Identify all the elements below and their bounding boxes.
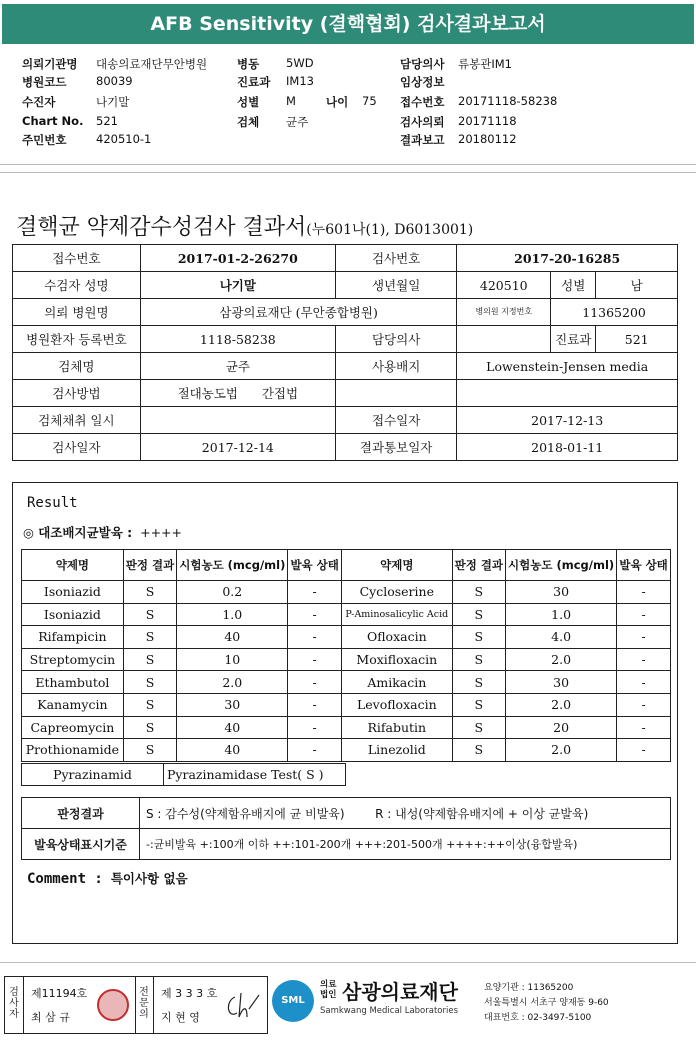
org-address: 서울특별시 서초구 양재동 9-60 [484, 998, 609, 1008]
conc-value: 2.0 [177, 671, 288, 694]
drug-name: Moxifloxacin [342, 648, 453, 671]
hospital-code-label: 병의원 지정번호 [457, 299, 551, 326]
judge-value: S [452, 648, 505, 671]
table-row [22, 626, 671, 649]
org-phone: 대표번호 : 02-3497-5100 [484, 1013, 592, 1023]
clinical-label: 임상정보 [400, 75, 445, 89]
test-no-label: 검사번호 [335, 245, 456, 272]
specimen-value: 균주 [140, 353, 335, 380]
judge-value: S [123, 603, 176, 626]
signature-icon [223, 989, 263, 1023]
birth-label: 생년월일 [335, 272, 456, 299]
doctor-label: 담당의사 [335, 326, 456, 353]
drug-name: Ethambutol [22, 671, 124, 694]
control-label: ◎ 대조배지균발육 : [23, 525, 133, 540]
judge-value: S [452, 693, 505, 716]
ward-label: 병동 [237, 57, 260, 71]
hospital-code-label: 병원코드 [22, 75, 67, 89]
specimen-label: 검체명 [13, 353, 141, 380]
sex-label: 성별 [551, 272, 596, 299]
dept-label: 진료과 [237, 75, 271, 89]
judge-value: S [123, 716, 176, 739]
col-judge: 판정 결과 [452, 550, 505, 581]
id-label: 주민번호 [22, 133, 67, 147]
col-growth: 발육 상태 [617, 550, 671, 581]
conc-value: 1.0 [506, 603, 617, 626]
growth-value: - [288, 739, 342, 762]
footer [0, 968, 696, 1041]
drug-name: Capreomycin [22, 716, 124, 739]
table-row [22, 581, 671, 604]
recv-value: 2017-12-13 [457, 407, 678, 434]
drug-name: Cycloserine [342, 581, 453, 604]
judge-s-text: S : 감수성(약제함유배지에 균 비발육) [146, 806, 345, 821]
table-row [22, 716, 671, 739]
growth-legend-text: -:균비발육 +:100개 이하 ++:101-200개 +++:201-500개 ++++:++이상(융합발육) [140, 829, 671, 860]
title-bar [0, 0, 696, 44]
growth-value: - [617, 603, 671, 626]
conc-value: 2.0 [506, 693, 617, 716]
control-value: ++++ [140, 525, 182, 540]
pyra-value: Pyrazinamidase Test( S ) [164, 764, 346, 786]
method-label: 검사방법 [13, 380, 141, 407]
judge-legend-label: 판정결과 [22, 798, 140, 829]
judge-value: S [123, 671, 176, 694]
divider [23, 977, 24, 1033]
org-prefix: 의료법인 [320, 980, 337, 1000]
conc-value: 4.0 [506, 626, 617, 649]
growth-value: - [288, 671, 342, 694]
specimen-label: 검체 [237, 115, 260, 129]
hospital-value: 삼광의료재단 (무안종합병원) [140, 299, 457, 326]
conc-value: 20 [506, 716, 617, 739]
conc-value: 40 [177, 716, 288, 739]
dept-value: IM13 [286, 74, 314, 88]
growth-value: - [288, 603, 342, 626]
comment-label: Comment : [27, 871, 103, 887]
comment-text: 특이사항 없음 [110, 871, 188, 886]
drug-name: Amikacin [342, 671, 453, 694]
conc-value: 10 [177, 648, 288, 671]
test-date-value: 2017-12-14 [140, 434, 335, 461]
judge-value: S [452, 581, 505, 604]
request-label: 검사의뢰 [400, 115, 445, 129]
col-growth: 발육 상태 [288, 550, 342, 581]
divider [153, 977, 154, 1033]
result-box [12, 482, 678, 944]
specialist-label: 전문의 [139, 987, 149, 1020]
legend-table [21, 797, 671, 860]
notify-value: 2018-01-11 [457, 434, 678, 461]
specialist-name: 지 현 영 [161, 1011, 200, 1024]
dept-value: 521 [596, 326, 678, 353]
growth-legend-label: 발육상태표시기준 [22, 829, 140, 860]
judge-value: S [452, 626, 505, 649]
method-2: 간접법 [261, 386, 299, 401]
patient-name-label: 수검자 성명 [13, 272, 141, 299]
drug-name: Streptomycin [22, 648, 124, 671]
test-date-label: 검사일자 [13, 434, 141, 461]
hospital-code-value: 80039 [96, 74, 133, 88]
conc-value: 40 [177, 626, 288, 649]
method-1: 절대농도법 [177, 386, 238, 401]
collect-label: 검체채취 일시 [13, 407, 141, 434]
growth-value: - [288, 716, 342, 739]
judge-value: S [123, 739, 176, 762]
lab-report-title [16, 210, 473, 241]
judge-value: S [452, 671, 505, 694]
chart-label: Chart No. [22, 114, 84, 128]
logo-icon: SML [272, 980, 314, 1022]
table-row [22, 671, 671, 694]
receipt-label: 접수번호 [400, 95, 445, 109]
col-judge: 판정 결과 [123, 550, 176, 581]
judge-value: S [123, 648, 176, 671]
conc-value: 1.0 [177, 603, 288, 626]
institution-label: 의뢰기관명 [22, 57, 78, 71]
drug-name: Rifampicin [22, 626, 124, 649]
pyrazinamide-row [21, 763, 346, 786]
control-growth [23, 523, 182, 541]
conc-value: 40 [177, 739, 288, 762]
growth-value: - [288, 626, 342, 649]
dept-label: 진료과 [551, 326, 596, 353]
growth-value: - [617, 648, 671, 671]
receipt-no-value: 2017-01-2-26270 [140, 245, 335, 272]
conc-value: 30 [177, 693, 288, 716]
table-row [22, 603, 671, 626]
hospital-label: 의뢰 병원명 [13, 299, 141, 326]
org-code: 요양기관 : 11365200 [484, 983, 574, 993]
growth-value: - [617, 581, 671, 604]
table-row [22, 739, 671, 762]
hospital-code-value: 11365200 [551, 299, 678, 326]
specimen-value: 균주 [286, 115, 309, 129]
reg-value: 1118-58238 [140, 326, 335, 353]
tester-label: 검사자 [9, 987, 19, 1020]
medium-label: 사용배지 [335, 353, 456, 380]
judge-value: S [123, 626, 176, 649]
sex-value: 남 [596, 272, 678, 299]
request-header [0, 52, 696, 162]
judge-value: S [123, 693, 176, 716]
notify-label: 결과통보일자 [335, 434, 456, 461]
drug-name: Isoniazid [22, 603, 124, 626]
table-row [22, 648, 671, 671]
judge-r-text: R : 내성(약제함유배지에 + 이상 균발육) [375, 806, 589, 821]
judge-value: S [452, 603, 505, 626]
tester-license: 제11194호 [31, 987, 88, 1000]
signature-box [4, 976, 268, 1034]
comment [27, 869, 188, 887]
report-title: AFB Sensitivity (결핵협회) 검사결과보고서 [2, 4, 694, 44]
drug-name: P-Aminosalicylic Acid [342, 603, 453, 626]
judge-value: S [123, 581, 176, 604]
doctor-value [457, 326, 551, 353]
divider [135, 977, 136, 1033]
collect-value [140, 407, 335, 434]
divider [0, 172, 696, 173]
receipt-no-label: 접수번호 [13, 245, 141, 272]
conc-value: 0.2 [177, 581, 288, 604]
growth-value: - [288, 693, 342, 716]
drug-name: Levofloxacin [342, 693, 453, 716]
doctor-label: 담당의사 [400, 57, 445, 71]
divider [0, 962, 696, 963]
drug-name: Linezolid [342, 739, 453, 762]
patient-label: 수진자 [22, 95, 56, 109]
result-label: Result [27, 495, 78, 511]
judge-legend [140, 798, 671, 829]
col-drug: 약제명 [22, 550, 124, 581]
growth-value: - [617, 739, 671, 762]
lab-title-code: (누601나(1), D6013001) [306, 222, 474, 238]
patient-value: 나기말 [96, 95, 130, 109]
conc-value: 30 [506, 671, 617, 694]
report-label: 결과보고 [400, 133, 445, 147]
col-conc: 시험농도 (mcg/ml) [506, 550, 617, 581]
test-no-value: 2017-20-16285 [457, 245, 678, 272]
judge-value: S [452, 739, 505, 762]
growth-value: - [617, 626, 671, 649]
age-label: 나이 [326, 95, 349, 109]
empty-cell [457, 380, 678, 407]
ward-value: 5WD [286, 56, 314, 70]
recv-label: 접수일자 [335, 407, 456, 434]
growth-value: - [288, 648, 342, 671]
org-english: Samkwang Medical Laboratories [320, 1006, 459, 1016]
chart-value: 521 [96, 114, 118, 128]
patient-name-value: 나기말 [140, 272, 335, 299]
conc-value: 2.0 [506, 648, 617, 671]
org-name: 삼광의료재단 [342, 980, 458, 1004]
drug-name: Rifabutin [342, 716, 453, 739]
method-value [140, 380, 335, 407]
conc-value: 2.0 [506, 739, 617, 762]
request-value: 20171118 [458, 114, 517, 128]
medium-value: Lowenstein-Jensen media [457, 353, 678, 380]
growth-value: - [617, 671, 671, 694]
institution-value: 대송의료재단무안병원 [96, 57, 208, 71]
pyra-label: Pyrazinamid [22, 764, 164, 786]
growth-value: - [617, 693, 671, 716]
col-conc: 시험농도 (mcg/ml) [177, 550, 288, 581]
drug-name: Ofloxacin [342, 626, 453, 649]
drug-name: Isoniazid [22, 581, 124, 604]
col-drug: 약제명 [342, 550, 453, 581]
id-value: 420510-1 [96, 132, 152, 146]
seal-icon [97, 989, 129, 1021]
growth-value: - [617, 716, 671, 739]
divider [0, 164, 696, 165]
tester-name: 최 삼 규 [31, 1011, 70, 1024]
conc-value: 30 [506, 581, 617, 604]
table-row [22, 693, 671, 716]
lab-title-text: 결핵균 약제감수성검사 결과서 [16, 215, 307, 240]
reg-label: 병원환자 등록번호 [13, 326, 141, 353]
growth-value: - [288, 581, 342, 604]
empty-cell [335, 380, 456, 407]
drug-name: Prothionamide [22, 739, 124, 762]
report-value: 20180112 [458, 132, 517, 146]
sex-label: 성별 [237, 95, 260, 109]
receipt-value: 20171118-58238 [458, 94, 558, 108]
doctor-value: 류봉관IM1 [458, 57, 512, 71]
judge-value: S [452, 716, 505, 739]
patient-info-table [12, 244, 678, 461]
age-value: 75 [362, 94, 377, 108]
specialist-license: 제 3 3 3 호 [161, 987, 218, 1000]
drug-name: Kanamycin [22, 693, 124, 716]
birth-value: 420510 [457, 272, 551, 299]
drug-result-table [21, 549, 671, 762]
sex-value: M [286, 94, 296, 108]
